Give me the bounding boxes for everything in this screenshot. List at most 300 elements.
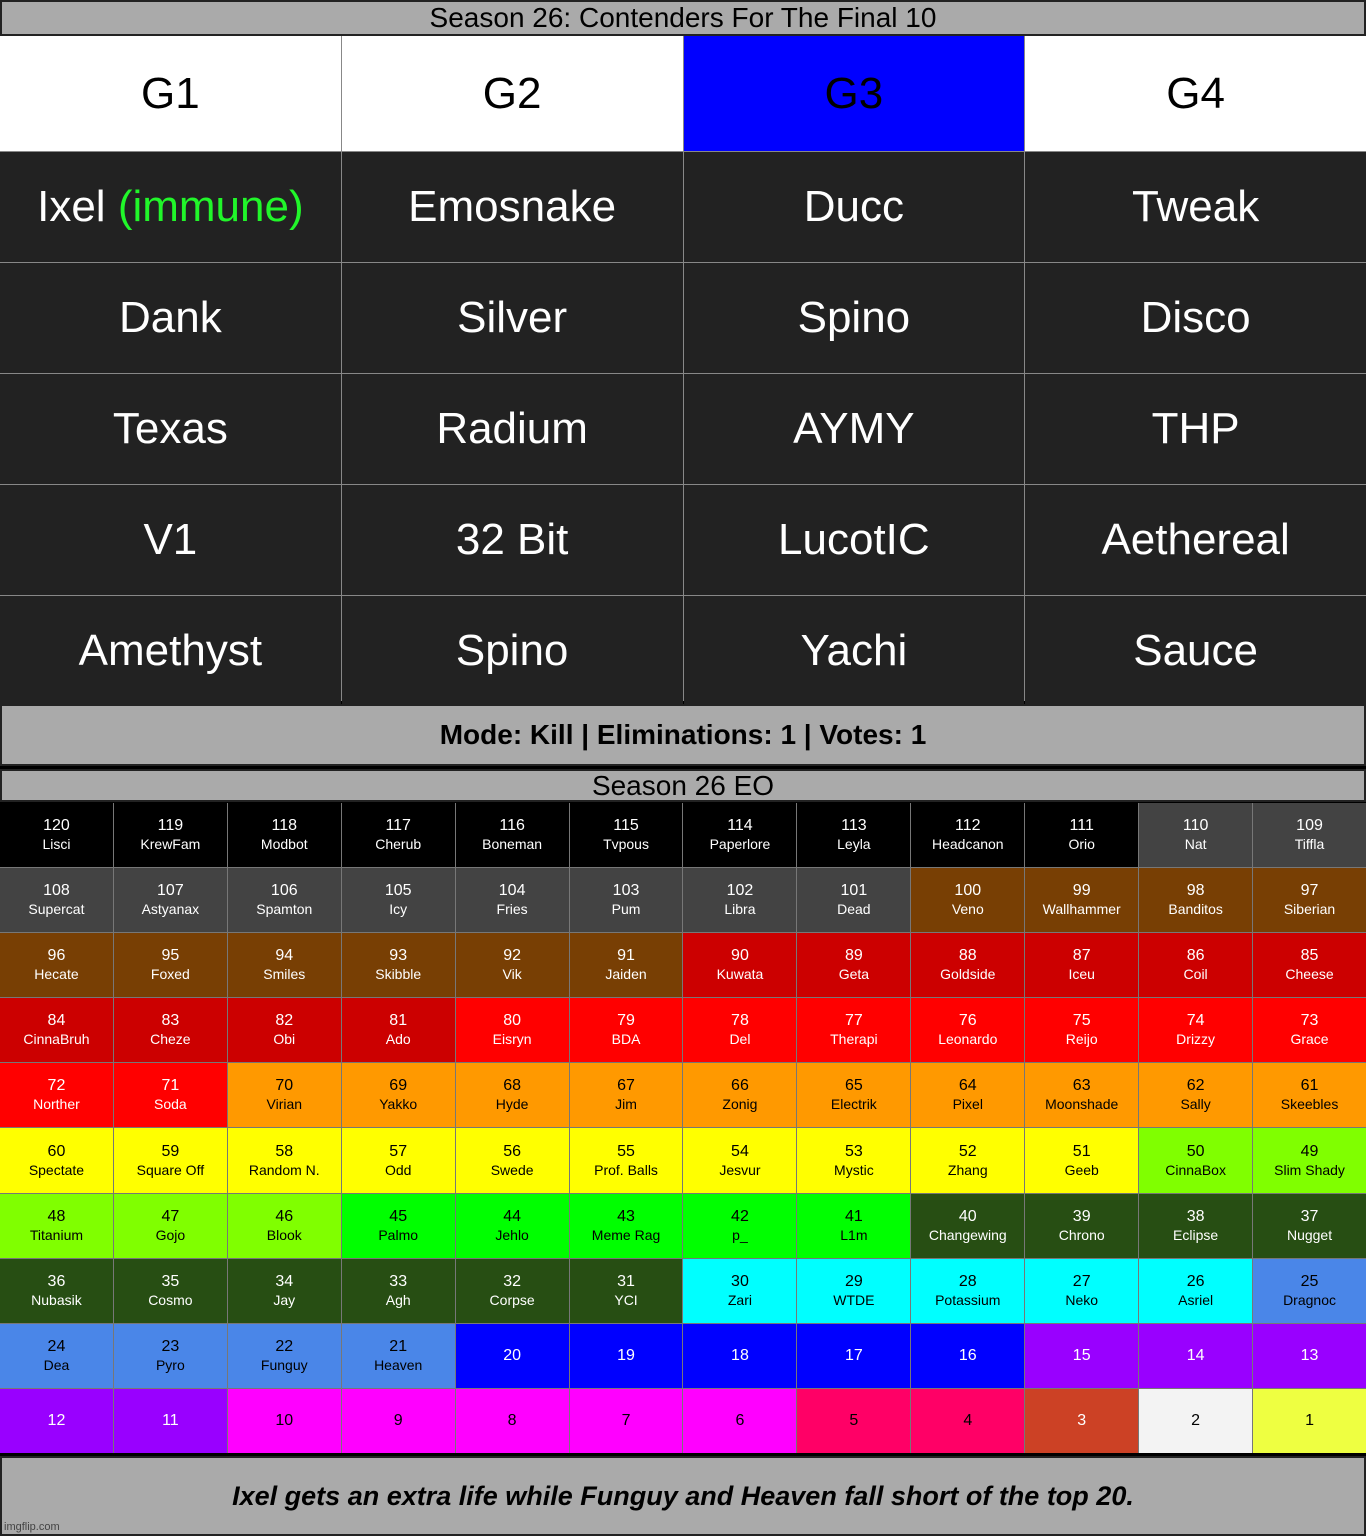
eo-cell xyxy=(0,933,113,997)
eo-rank: 108 xyxy=(43,882,70,900)
eo-cell xyxy=(1253,1389,1366,1453)
eo-cell xyxy=(228,998,341,1062)
eo-grid xyxy=(0,803,1366,1453)
contender-name: Tweak xyxy=(1132,182,1260,231)
eo-name: Square Off xyxy=(136,1161,205,1178)
eo-rank: 63 xyxy=(1072,1077,1091,1095)
eo-rank: 77 xyxy=(844,1012,863,1030)
eo-name: CinnaBox xyxy=(1165,1161,1226,1178)
eo-rank: 31 xyxy=(617,1272,635,1290)
eo-rank: 42 xyxy=(731,1207,749,1225)
eo-name: Yakko xyxy=(379,1096,418,1113)
eo-rank: 33 xyxy=(389,1272,408,1290)
eo-rank: 86 xyxy=(1186,947,1205,965)
contender-cell xyxy=(0,152,341,262)
eo-rank: 115 xyxy=(613,817,639,835)
eo-cell xyxy=(114,1128,227,1192)
eo-name: Iceu xyxy=(1068,966,1095,983)
eo-rank: 98 xyxy=(1186,882,1205,900)
eo-rank: 19 xyxy=(617,1346,635,1364)
eo-cell xyxy=(228,1128,341,1192)
eo-cell xyxy=(342,998,455,1062)
eo-name: Tvpous xyxy=(603,836,649,853)
eo-rank: 88 xyxy=(958,947,977,965)
eo-rank: 6 xyxy=(735,1411,745,1429)
eo-cell xyxy=(1253,1259,1366,1323)
eo-cell xyxy=(911,1324,1024,1388)
eo-rank: 111 xyxy=(1069,817,1094,835)
eo-cell xyxy=(0,998,113,1062)
mode-info-bar: Mode: Kill | Eliminations: 1 | Votes: 1 xyxy=(0,704,1366,766)
eo-rank: 82 xyxy=(275,1012,294,1030)
eo-rank: 61 xyxy=(1300,1077,1319,1095)
eo-cell xyxy=(456,1063,569,1127)
eo-rank: 112 xyxy=(955,817,981,835)
eo-cell xyxy=(114,803,227,867)
contender-cell xyxy=(342,596,683,706)
eo-rank: 114 xyxy=(727,817,753,835)
eo-rank: 15 xyxy=(1072,1346,1091,1364)
eo-cell xyxy=(1025,933,1138,997)
eo-rank: 69 xyxy=(389,1077,408,1095)
eo-cell xyxy=(114,998,227,1062)
eo-rank: 79 xyxy=(617,1012,635,1030)
eo-name: Agh xyxy=(385,1291,411,1308)
eo-name: WTDE xyxy=(833,1291,875,1308)
eo-rank: 78 xyxy=(731,1012,749,1030)
eo-rank: 107 xyxy=(157,882,184,900)
eo-rank: 66 xyxy=(731,1077,749,1095)
eo-name: Slim Shady xyxy=(1274,1161,1345,1178)
eo-cell xyxy=(1139,803,1252,867)
contender-name: Dank xyxy=(119,293,222,342)
contender-name: Disco xyxy=(1140,293,1251,342)
group-header: G2 xyxy=(342,36,683,151)
contender-cell xyxy=(0,374,341,484)
eo-name: Norther xyxy=(33,1096,80,1113)
eo-name: Nugget xyxy=(1286,1226,1333,1243)
eo-cell xyxy=(1139,1128,1252,1192)
contender-name: Yachi xyxy=(800,626,908,675)
eo-rank: 11 xyxy=(162,1411,179,1429)
eo-name: CinnaBruh xyxy=(23,1031,90,1048)
eo-name: Astyanax xyxy=(141,901,200,918)
eo-rank: 3 xyxy=(1077,1411,1087,1429)
eo-cell xyxy=(911,1259,1024,1323)
eo-cell xyxy=(456,933,569,997)
eo-name: Chrono xyxy=(1058,1226,1105,1243)
contender-cell xyxy=(0,596,341,706)
contender-name: V1 xyxy=(143,515,198,564)
eo-rank: 74 xyxy=(1186,1012,1205,1030)
eo-cell xyxy=(1139,1194,1252,1258)
eo-rank: 76 xyxy=(958,1012,977,1030)
eo-rank: 97 xyxy=(1300,882,1319,900)
contender-name: Ducc xyxy=(803,182,904,231)
eo-cell xyxy=(1025,868,1138,932)
eo-rank: 24 xyxy=(47,1337,66,1355)
eo-name: Del xyxy=(729,1031,751,1048)
eo-rank: 92 xyxy=(503,947,522,965)
groups-table xyxy=(0,36,1366,701)
eo-cell xyxy=(570,803,683,867)
eo-cell xyxy=(342,868,455,932)
eo-rank: 62 xyxy=(1186,1077,1205,1095)
eo-cell xyxy=(456,1128,569,1192)
eo-rank: 59 xyxy=(161,1142,180,1160)
watermark: imgflip.com xyxy=(4,1521,60,1533)
eo-name: Vik xyxy=(502,966,522,983)
eo-cell xyxy=(797,1128,910,1192)
eo-name: Neko xyxy=(1065,1291,1099,1308)
eo-rank: 27 xyxy=(1072,1272,1091,1290)
eo-cell xyxy=(911,868,1024,932)
eo-rank: 56 xyxy=(503,1142,522,1160)
eo-name: Goldside xyxy=(940,966,996,983)
contender-name: THP xyxy=(1151,404,1240,453)
eo-rank: 103 xyxy=(612,882,640,900)
eo-name: Veno xyxy=(951,901,984,918)
eo-rank: 84 xyxy=(47,1012,66,1030)
eo-name: Swede xyxy=(490,1161,534,1178)
eo-name: Spectate xyxy=(28,1161,85,1178)
eo-cell xyxy=(1025,998,1138,1062)
contender-name: AYMY xyxy=(793,404,915,453)
eo-title: Season 26 EO xyxy=(0,769,1366,802)
eo-cell xyxy=(1025,1194,1138,1258)
eo-rank: 91 xyxy=(617,947,635,965)
eo-cell xyxy=(683,1063,796,1127)
eo-cell xyxy=(1253,1063,1366,1127)
contender-name: Sauce xyxy=(1133,626,1258,675)
eo-cell xyxy=(683,868,796,932)
eo-cell xyxy=(228,1389,341,1453)
eo-name: L1m xyxy=(840,1226,868,1243)
eo-cell xyxy=(342,1259,455,1323)
eo-cell xyxy=(1139,868,1252,932)
eo-rank: 71 xyxy=(161,1077,180,1095)
eo-cell xyxy=(1139,1063,1252,1127)
eo-name: Kuwata xyxy=(716,966,764,983)
eo-rank: 113 xyxy=(841,817,867,835)
eo-cell xyxy=(1025,1063,1138,1127)
eo-rank: 21 xyxy=(389,1337,408,1355)
eo-cell xyxy=(1139,1324,1252,1388)
eo-cell xyxy=(1253,803,1366,867)
eo-name: Boneman xyxy=(482,836,543,853)
eo-rank: 95 xyxy=(161,947,180,965)
contender-cell xyxy=(342,152,683,262)
eo-cell xyxy=(797,1063,910,1127)
contender-cell xyxy=(1025,596,1366,706)
eo-cell xyxy=(0,1194,113,1258)
eo-cell xyxy=(570,1389,683,1453)
eo-name: Siberian xyxy=(1283,901,1336,918)
eo-name: Soda xyxy=(154,1096,187,1113)
eo-cell xyxy=(911,1063,1024,1127)
contender-cell xyxy=(1025,263,1366,373)
eo-name: Heaven xyxy=(374,1356,423,1373)
eo-rank: 10 xyxy=(275,1411,294,1429)
eo-cell xyxy=(228,1194,341,1258)
eo-name: Jaiden xyxy=(605,966,647,983)
eo-name: Wallhammer xyxy=(1042,901,1121,918)
eo-cell xyxy=(570,868,683,932)
eo-rank: 116 xyxy=(499,817,525,835)
eo-name: Dragnoc xyxy=(1283,1291,1336,1308)
eo-cell xyxy=(570,1324,683,1388)
eo-rank: 49 xyxy=(1300,1142,1319,1160)
eo-cell xyxy=(683,1389,796,1453)
eo-rank: 9 xyxy=(393,1411,403,1429)
eo-rank: 48 xyxy=(47,1207,66,1225)
eo-cell xyxy=(114,1389,227,1453)
eo-name: Orio xyxy=(1068,836,1095,853)
eo-name: Odd xyxy=(384,1161,412,1178)
eo-rank: 18 xyxy=(731,1346,749,1364)
eo-rank: 102 xyxy=(726,882,754,900)
group-header: G4 xyxy=(1025,36,1366,151)
contender-name: Silver xyxy=(457,293,568,342)
eo-name: Cheze xyxy=(150,1031,191,1048)
contender-name: Ixel xyxy=(37,182,106,231)
contender-cell xyxy=(342,263,683,373)
eo-cell xyxy=(683,998,796,1062)
eo-name: Dead xyxy=(837,901,871,918)
eo-rank: 89 xyxy=(844,947,863,965)
eo-rank: 96 xyxy=(47,947,66,965)
eo-cell xyxy=(570,1128,683,1192)
eo-cell xyxy=(0,1389,113,1453)
eo-cell xyxy=(911,933,1024,997)
eo-name: Jesvur xyxy=(719,1161,761,1178)
contender-name: Emosnake xyxy=(408,182,617,231)
eo-cell xyxy=(683,803,796,867)
eo-cell xyxy=(228,803,341,867)
eo-cell xyxy=(570,1259,683,1323)
eo-name: Virian xyxy=(266,1096,303,1113)
eo-name: Random N. xyxy=(248,1161,320,1178)
eo-rank: 26 xyxy=(1186,1272,1205,1290)
eo-cell xyxy=(114,1259,227,1323)
eo-name: Eclipse xyxy=(1173,1226,1219,1243)
eo-name: Nubasik xyxy=(31,1291,82,1308)
eo-rank: 23 xyxy=(161,1337,180,1355)
eo-rank: 41 xyxy=(844,1207,863,1225)
contender-cell xyxy=(342,485,683,595)
group-header: G3 xyxy=(684,36,1025,151)
contender-name: Spino xyxy=(797,293,911,342)
contender-name: Amethyst xyxy=(78,626,263,675)
eo-rank: 60 xyxy=(47,1142,66,1160)
eo-rank: 58 xyxy=(275,1142,294,1160)
eo-rank: 52 xyxy=(958,1142,977,1160)
eo-cell xyxy=(114,1063,227,1127)
eo-name: Electrik xyxy=(830,1096,877,1113)
contender-cell xyxy=(684,485,1025,595)
eo-rank: 100 xyxy=(954,882,982,900)
eo-name: KrewFam xyxy=(140,836,201,853)
eo-cell xyxy=(683,1194,796,1258)
eo-rank: 99 xyxy=(1072,882,1091,900)
eo-cell xyxy=(797,1389,910,1453)
eo-cell xyxy=(342,803,455,867)
eo-name: Potassium xyxy=(935,1291,1001,1308)
eo-rank: 105 xyxy=(384,882,412,900)
eo-name: Reijo xyxy=(1065,1031,1098,1048)
eo-name: Libra xyxy=(724,901,756,918)
eo-cell xyxy=(911,1194,1024,1258)
eo-name: Prof. Balls xyxy=(594,1161,658,1178)
eo-cell xyxy=(911,1128,1024,1192)
contender-cell xyxy=(1025,374,1366,484)
eo-name: Asriel xyxy=(1178,1291,1214,1308)
eo-rank: 110 xyxy=(1182,817,1209,835)
eo-name: Banditos xyxy=(1168,901,1223,918)
eo-cell xyxy=(342,1194,455,1258)
eo-cell xyxy=(1025,1324,1138,1388)
eo-rank: 25 xyxy=(1300,1272,1319,1290)
eo-rank: 7 xyxy=(621,1411,631,1429)
eo-rank: 14 xyxy=(1186,1346,1205,1364)
eo-rank: 47 xyxy=(161,1207,180,1225)
eo-cell xyxy=(1139,933,1252,997)
eo-rank: 22 xyxy=(275,1337,294,1355)
eo-cell xyxy=(570,1063,683,1127)
eo-cell xyxy=(683,1324,796,1388)
eo-cell xyxy=(797,998,910,1062)
eo-name: Geeb xyxy=(1064,1161,1099,1178)
contender-name: Radium xyxy=(436,404,588,453)
eo-cell xyxy=(570,1194,683,1258)
eo-cell xyxy=(114,1194,227,1258)
eo-cell xyxy=(1253,998,1366,1062)
eo-name: Geta xyxy=(838,966,870,983)
eo-cell xyxy=(342,1389,455,1453)
eo-name: Drizzy xyxy=(1176,1031,1216,1048)
contender-cell xyxy=(342,374,683,484)
eo-name: Mystic xyxy=(834,1161,874,1178)
eo-name: Lisci xyxy=(42,836,71,853)
footer-caption: Ixel gets an extra life while Funguy and Heaven fall short of the top 20. xyxy=(0,1456,1366,1536)
page-title: Season 26: Contenders For The Final 10 xyxy=(0,0,1366,36)
eo-rank: 119 xyxy=(157,817,184,835)
eo-rank: 30 xyxy=(731,1272,749,1290)
contender-cell xyxy=(1025,485,1366,595)
contender-name: LucotIC xyxy=(778,515,930,564)
eo-rank: 81 xyxy=(389,1012,408,1030)
eo-cell xyxy=(1025,1128,1138,1192)
eo-cell xyxy=(456,1194,569,1258)
eo-rank: 39 xyxy=(1072,1207,1091,1225)
eo-cell xyxy=(342,1324,455,1388)
eo-rank: 51 xyxy=(1072,1142,1091,1160)
contender-name: Spino xyxy=(455,626,569,675)
eo-name: Smiles xyxy=(263,966,306,983)
eo-name: Moonshade xyxy=(1045,1096,1119,1113)
eo-name: Nat xyxy=(1184,836,1207,853)
contender-cell xyxy=(684,152,1025,262)
eo-rank: 68 xyxy=(503,1077,522,1095)
eo-name: Jehlo xyxy=(495,1226,529,1243)
eo-name: Icy xyxy=(389,901,408,918)
eo-cell xyxy=(1025,1389,1138,1453)
eo-rank: 1 xyxy=(1305,1411,1314,1429)
eo-cell xyxy=(456,868,569,932)
eo-name: Dea xyxy=(43,1356,70,1373)
eo-name: Sally xyxy=(1180,1096,1211,1113)
eo-name: Gojo xyxy=(155,1226,186,1243)
eo-rank: 37 xyxy=(1300,1207,1319,1225)
eo-name: p_ xyxy=(732,1226,748,1243)
eo-rank: 93 xyxy=(389,947,408,965)
eo-rank: 50 xyxy=(1186,1142,1205,1160)
eo-rank: 43 xyxy=(617,1207,635,1225)
eo-cell xyxy=(228,1259,341,1323)
eo-name: Leonardo xyxy=(938,1031,998,1048)
eo-name: Funguy xyxy=(260,1356,308,1373)
eo-name: BDA xyxy=(611,1031,641,1048)
eo-name: Hecate xyxy=(34,966,79,983)
eo-name: Headcanon xyxy=(931,836,1004,853)
eo-cell xyxy=(1253,868,1366,932)
contender-cell xyxy=(684,596,1025,706)
eo-rank: 54 xyxy=(731,1142,749,1160)
eo-rank: 44 xyxy=(503,1207,522,1225)
eo-rank: 101 xyxy=(840,882,868,900)
eo-name: Coil xyxy=(1183,966,1208,983)
eo-cell xyxy=(1025,803,1138,867)
eo-name: Zonig xyxy=(722,1096,758,1113)
eo-rank: 32 xyxy=(503,1272,522,1290)
eo-rank: 40 xyxy=(958,1207,977,1225)
eo-name: Supercat xyxy=(28,901,85,918)
group-header: G1 xyxy=(0,36,341,151)
eo-cell xyxy=(456,803,569,867)
eo-name: Zari xyxy=(727,1291,752,1308)
eo-cell xyxy=(570,998,683,1062)
eo-rank: 109 xyxy=(1296,817,1323,835)
eo-name: Paperlore xyxy=(709,836,771,853)
eo-rank: 12 xyxy=(47,1411,66,1429)
eo-rank: 64 xyxy=(958,1077,977,1095)
eo-name: Pixel xyxy=(952,1096,983,1113)
eo-name: Zhang xyxy=(947,1161,988,1178)
eo-cell xyxy=(228,933,341,997)
eo-rank: 45 xyxy=(389,1207,408,1225)
eo-name: YCI xyxy=(614,1291,638,1308)
eo-rank: 2 xyxy=(1191,1411,1201,1429)
eo-rank: 80 xyxy=(503,1012,522,1030)
eo-rank: 8 xyxy=(507,1411,517,1429)
contender-cell xyxy=(684,263,1025,373)
eo-cell xyxy=(911,803,1024,867)
eo-rank: 106 xyxy=(270,882,298,900)
eo-name: Modbot xyxy=(260,836,308,853)
eo-cell xyxy=(1139,1389,1252,1453)
eo-cell xyxy=(114,868,227,932)
eo-cell xyxy=(683,1128,796,1192)
contender-cell xyxy=(1025,152,1366,262)
eo-cell xyxy=(1139,998,1252,1062)
eo-name: Grace xyxy=(1290,1031,1329,1048)
eo-rank: 70 xyxy=(275,1077,294,1095)
eo-cell xyxy=(911,998,1024,1062)
eo-cell xyxy=(1253,1194,1366,1258)
eo-rank: 83 xyxy=(161,1012,180,1030)
eo-name: Foxed xyxy=(150,966,190,983)
eo-rank: 104 xyxy=(498,882,526,900)
